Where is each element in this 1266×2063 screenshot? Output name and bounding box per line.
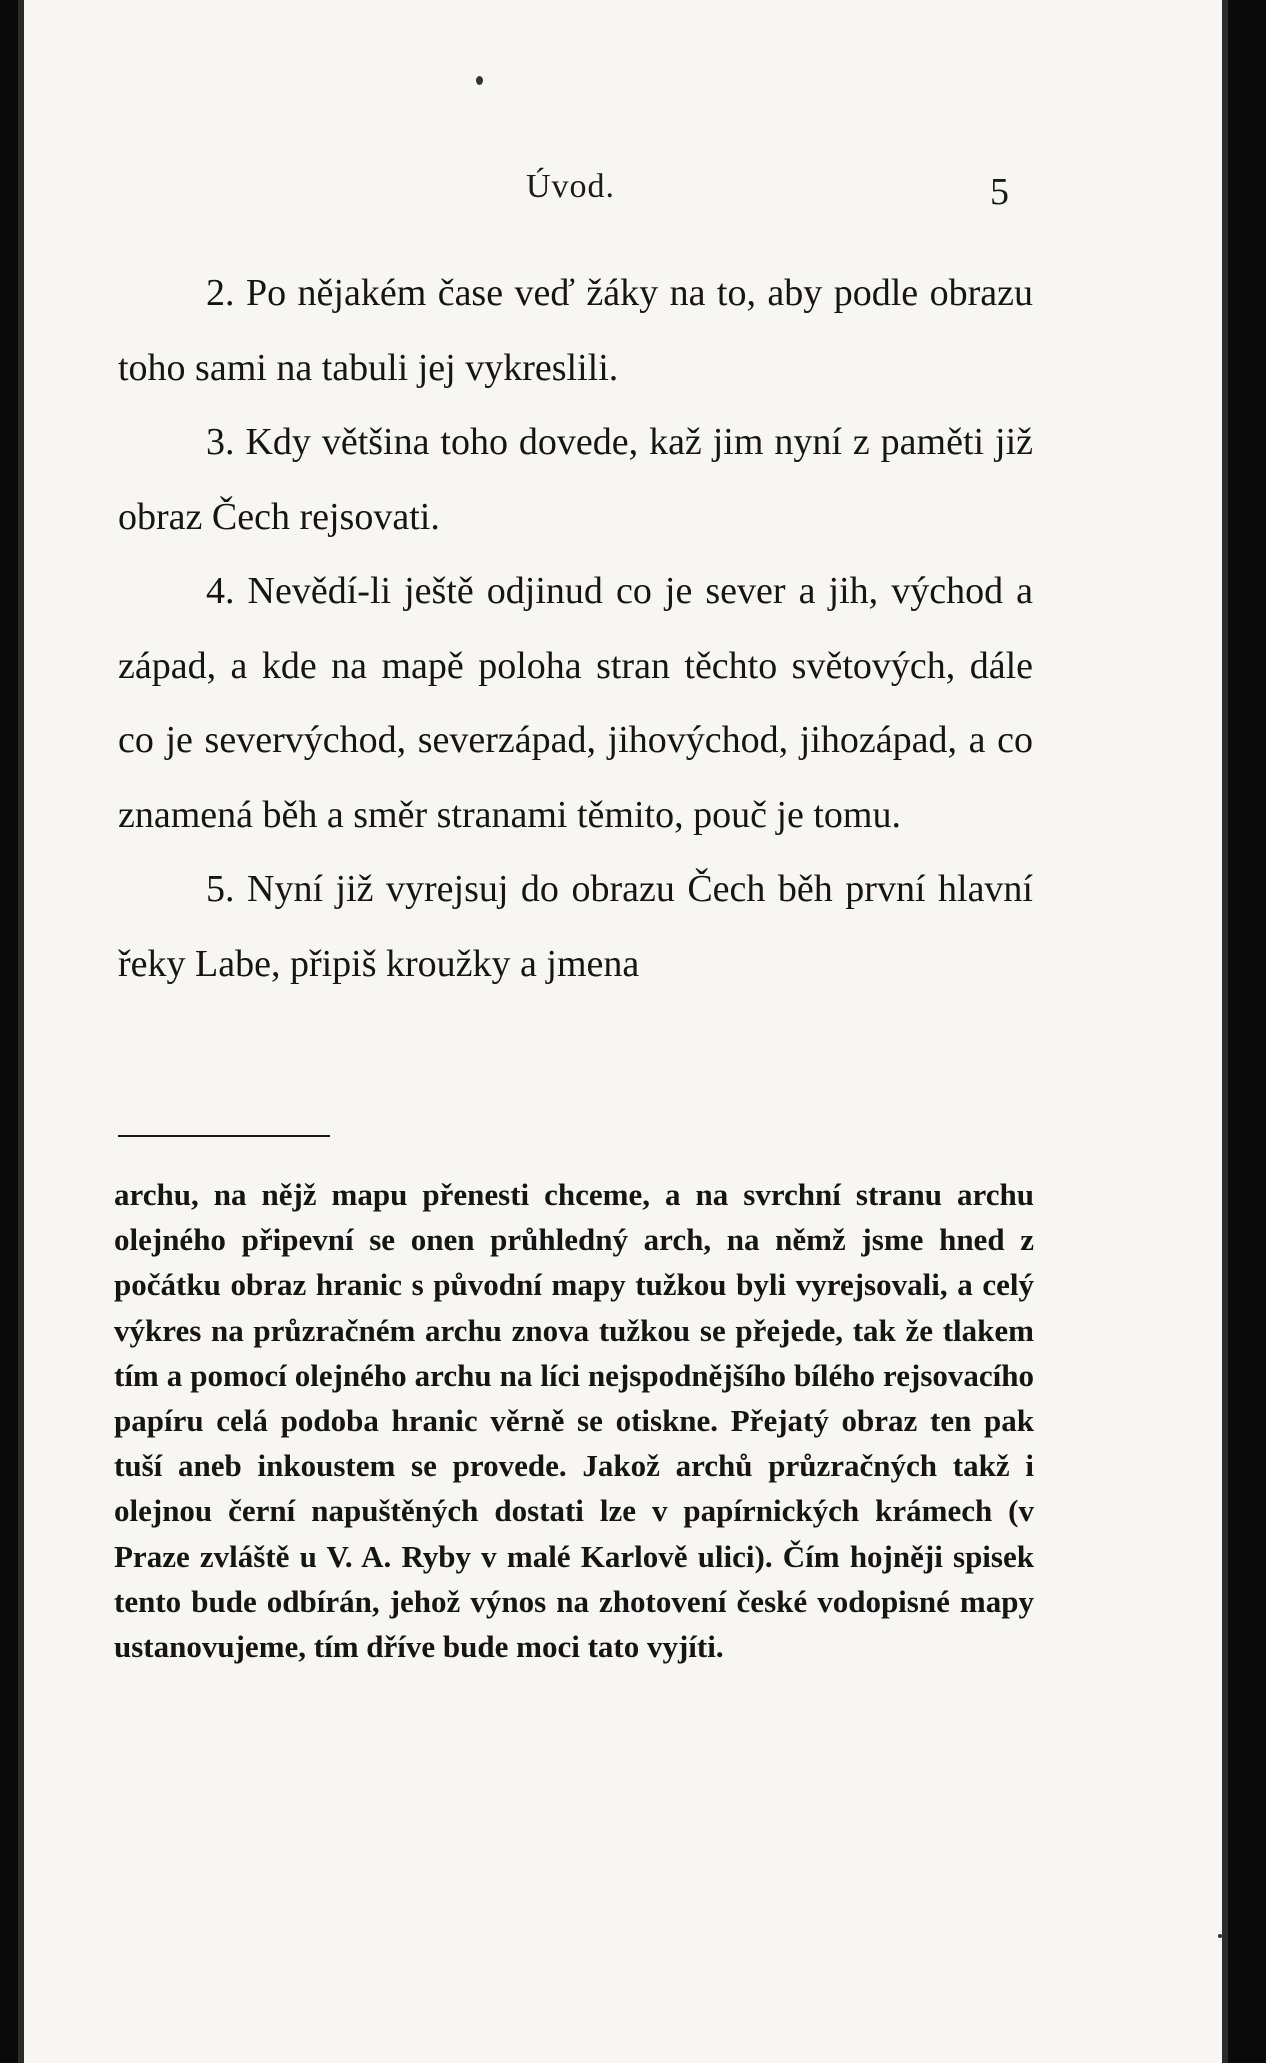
page-header [18,168,1228,218]
running-title: Úvod. [526,168,616,205]
footnote-text: archu, na nějž mapu přenesti chceme, a na svrchní stranu archu olejného připevní se onen průhledný arch, na němž jsme hned z počátku obraz hranic s původní mapy tužkou byli vyrejsovali, a celý výkres na průzračném archu znova tužkou se přejede, tak že tlakem tím a pomocí olejného archu na líci nejspodnějšího bílého rejsovacího papíru celá podoba hranic věrně se otiskne. Přejatý obraz ten pak tuší aneb inkoustem se provede. Jakož archů průzračných takž i olejnou černí napuštěných dostati lze v papírnických krámech (v Praze zvláště u V. A. Ryby v malé Karlově ulici). Čím hojněji spisek tento bude odbírán, jehož výnos na zhotovení české vodopisné mapy ustanovujeme, tím dříve bude moci tato vyjíti. [114,1177,1034,1665]
paragraph-2: 2. Po nějakém čase veď žáky na to, aby podle obrazu toho sami na tabuli jej vykreslili. [118,272,1033,389]
scan-speck [1218,1934,1222,1938]
paragraph-4: 4. Nevědí-li ještě odjinud co je sever a jih, východ a západ, a kde na mapě poloha stran těchto světových, dále co je severvýchod, severzápad, jihovýchod, jihozápad, a co znamená běh a směr stranami těmito, pouč je tomu. [118,570,1033,836]
page-edge-right [1222,0,1228,2063]
page-number: 5 [990,171,1009,213]
page-edge-left [18,0,24,2063]
scanned-page [18,0,1228,2063]
paragraph-5: 5. Nyní již vyrejsuj do obrazu Čech běh první hlavní řeky Labe, připiš kroužky a jmena [118,868,1033,985]
main-text [118,256,1033,1001]
paragraph-3: 3. Kdy většina toho dovede, kaž jim nyní z paměti již obraz Čech rejsovati. [118,421,1033,538]
footnote-separator [118,1135,330,1137]
scan-speck [476,76,483,85]
